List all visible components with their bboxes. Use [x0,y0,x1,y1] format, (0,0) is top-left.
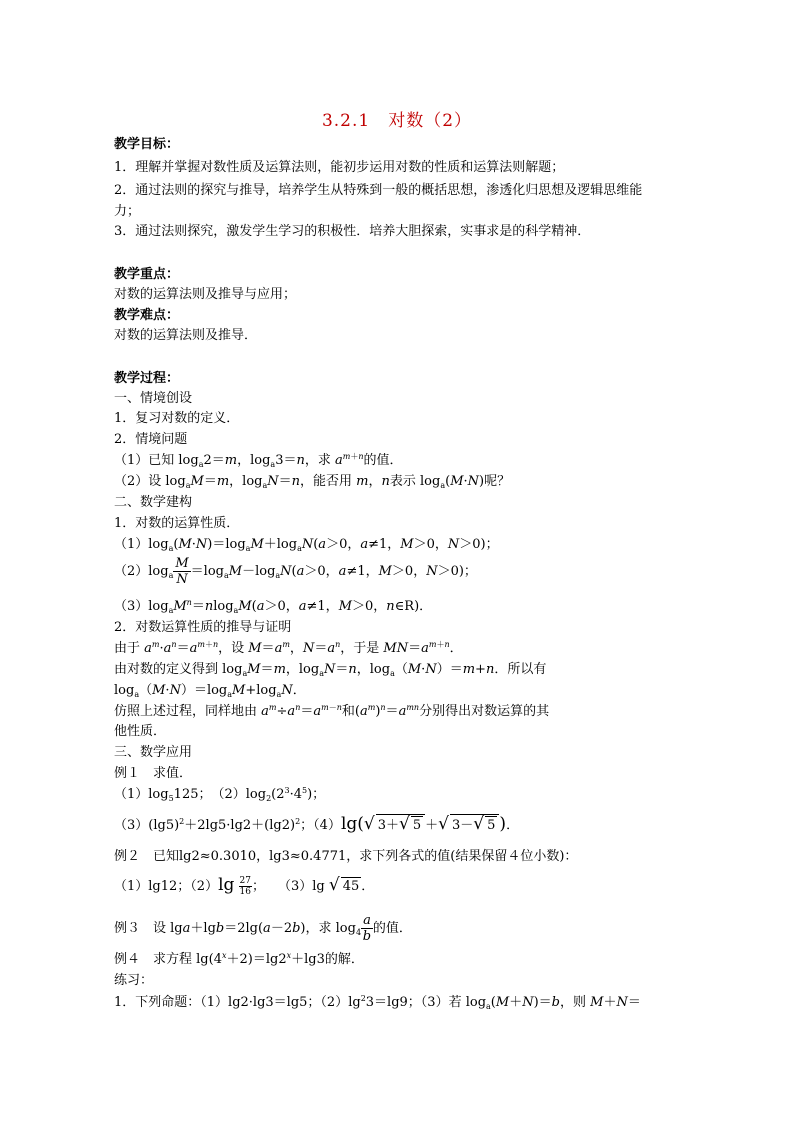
section-1-item-1: 1．复习对数的定义． [114,411,240,426]
section-3-heading: 三、数学应用 [114,745,193,760]
section-2-heading: 二、数学建构 [114,495,193,510]
goal-item-2: 2．通过法则的探究与推导，培养学生从特殊到一般的概括思想，渗透化归思想及逻辑思维能 [114,183,643,198]
example-2-parts: （1）lg12；（2）lg $\frac{27}{16}$ ； （3）lg √ 45 ． [114,875,375,897]
m-over-n-fraction: $\frac{M}{N}$ [175,556,189,587]
goal-item-3: 3．通过法则探究，激发学生学习的积极性．培养大胆探索，实事求是的科学精神． [114,224,591,239]
example-2: 例２ 已知lg2≈0.3010，lg3≈0.4771，求下列各式的值(结果保留４位小数)： [114,849,578,864]
page-title: 3.2.1 对数（2） [321,111,473,131]
practice-item-1: 1．下列命题：（1）lg2·lg3＝lg5；$(2)\lg^23=\lg 9$；（3）若 $\log_a(M+N)=b$，则 M＋N＝ [114,994,641,1011]
section-2-item-1: 1．对数的运算性质． [114,516,240,531]
section-2-item-2: 2．对数运算性质的推导与证明 [114,620,292,635]
a-over-b-fraction: $\frac{a}{b}$ [362,913,372,944]
process-heading: 教学过程： [114,371,180,386]
example-1-parts-a: $(1)\log_5125$； $(2)\log_2(2^3\cdot 4^5)$； [114,786,326,803]
key-point-heading: 教学重点： [114,267,180,282]
property-2: $(2)\log_a$ $\frac{M}{N}$ $=\log_aM-\log_aN(a>0$，a≠1，M＞0，N＞0)； [114,556,477,587]
example-4: 例４ 求方程 $\lg(4^x+2)=\lg 2^x+\lg 3$的解． [114,951,364,967]
proof-line-1: 由于 $a^m\cdot a^n=a^{m+n}$，设 $M=a^m$，$N=a^n$，于是 $MN=a^{m+n}$． [114,640,463,656]
proof-line-2: 由对数的定义得到 $\log_aM=m$，$\log_aN=n$，$\log_a(M\cdot N)=m+n$．所以有 [114,662,547,678]
difficulty-text: 对数的运算法则及推导． [114,328,258,343]
goal-item-2-cont: 力； [114,204,141,219]
goals-heading: 教学目标： [114,137,180,152]
property-3: $(3)\log_aM^n=nlog_aM(a>0$，a≠1，M＞0，n∈R)． [114,598,433,615]
section-1-item-2: 2．情境问题 [114,432,188,447]
proof-line-5: 他性质． [114,724,167,739]
problem-1: （1）已知 $\log_a2=m$，$\log_a3=n$，求 $a^{m+n}$的值． [114,452,403,469]
proof-line-4: 仿照上述过程，同样地由 $a^m\div a^n=a^{m-n}$和$(a^m)^n=a^{mn}$分别得出对数运算的其 [114,703,550,719]
difficulty-heading: 教学难点： [114,308,180,323]
section-1-heading: 一、情境创设 [114,391,193,406]
key-point-text: 对数的运算法则及推导与应用； [114,287,297,302]
goal-item-1: 1．理解并掌握对数性质及运算法则，能初步运用对数的性质和运算法则解题； [114,160,565,175]
practice-heading: 练习： [114,973,154,988]
problem-2: （2）设 $\log_aM=m$，$\log_aN=n$，能否用 m，n表示 $\log_a(M\cdot N)$呢？ [114,474,511,490]
example-3: 例３ 设 lga＋lgb＝2lg(a－2b)，求 $\log_4$ $\frac{a}{b}$ 的值． [114,913,412,944]
property-1: $(1)\log_a(M\cdot N)=\log_aM+\log_aN(a>0$，a≠1，M＞0，N＞0)； [114,537,499,553]
proof-line-3: $\log_a(M\cdot N)=\log_aM+\log_aN$． [114,683,306,699]
example-1: 例１ 求值． [114,766,193,781]
example-1-parts-b: $(3)(\lg 5)^2+2\lg 5\cdot\lg 2+(\lg 2)^2$；（4）lg(√ 3＋√ 5 ＋√ 3－√ 5 )． [114,814,520,834]
27-over-16-fraction: $\frac{27}{16}$ [239,876,251,897]
